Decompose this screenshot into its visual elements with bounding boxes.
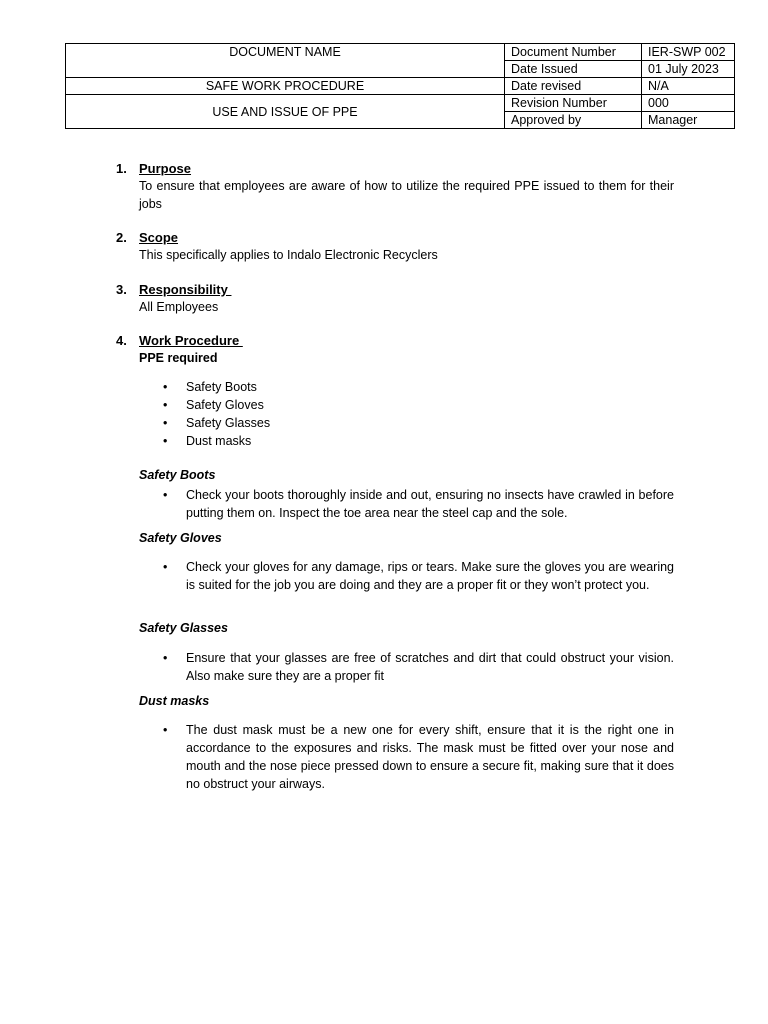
field-value-date-issued: 01 July 2023 [642, 61, 735, 78]
bullet-icon: • [163, 560, 168, 574]
ppe-list [139, 378, 674, 450]
field-value-document-number: IER-SWP 002 [642, 44, 735, 61]
list-item [139, 432, 674, 450]
list-item-text: Safety Gloves [186, 398, 264, 412]
dust-masks-list [139, 721, 674, 793]
purpose-text: To ensure that employees are aware of how to utilize the required PPE issued to them for their jobs [139, 179, 674, 211]
safety-boots-heading: Safety Boots [139, 468, 216, 482]
safety-glasses-list [139, 649, 674, 685]
document-header-table [65, 43, 735, 129]
list-item-text: Dust masks [186, 434, 252, 448]
safety-boots-list [139, 486, 674, 522]
header-row [66, 78, 735, 95]
list-item [139, 396, 674, 414]
safety-glasses-heading: Safety Glasses [139, 621, 228, 635]
section-title: Purpose [139, 161, 192, 176]
list-item-text: The dust mask must be a new one for every shift, ensure that it is the right one in accordance to the exposures and risks. The mask must be fitted over your nose and mouth and the nose piece pressed down to ensure a secure fit, making sure that it does no obstruct your airways. [186, 723, 674, 791]
header-row [66, 44, 735, 61]
field-value-date-revised: N/A [642, 78, 735, 95]
dust-masks-heading: Dust masks [139, 694, 210, 708]
list-item [139, 558, 674, 594]
list-item-text: Safety Boots [186, 380, 257, 394]
list-item [139, 414, 674, 432]
safety-gloves-heading: Safety Gloves [139, 531, 222, 545]
safety-gloves-list [139, 558, 674, 594]
section-number: 1. [116, 161, 127, 176]
procedure-title: USE AND ISSUE OF PPE [66, 95, 505, 129]
list-item-text: Safety Glasses [186, 416, 271, 430]
section-number: 4. [116, 333, 127, 348]
document-name-label: DOCUMENT NAME [66, 44, 505, 78]
bullet-icon: • [163, 488, 168, 502]
field-label-approved-by: Approved by [505, 112, 642, 129]
list-item [139, 486, 674, 522]
bullet-icon: • [163, 380, 168, 394]
bullet-icon: • [163, 434, 168, 448]
list-item [139, 378, 674, 396]
section-number: 3. [116, 282, 127, 297]
section-number: 2. [116, 230, 127, 245]
scope-text: This specifically applies to Indalo Electronic Recyclers [139, 248, 438, 262]
field-label-date-revised: Date revised [505, 78, 642, 95]
procedure-type: SAFE WORK PROCEDURE [66, 78, 505, 95]
list-item [139, 649, 674, 685]
list-item [139, 721, 674, 793]
bullet-icon: • [163, 723, 168, 737]
field-label-revision-number: Revision Number [505, 95, 642, 112]
section-title: Work Procedure [139, 333, 243, 348]
section-title: Scope [139, 230, 179, 245]
bullet-icon: • [163, 651, 168, 665]
bullet-icon: • [163, 398, 168, 412]
bullet-icon: • [163, 416, 168, 430]
field-value-approved-by: Manager [642, 112, 735, 129]
ppe-required-heading: PPE required [139, 351, 218, 365]
list-item-text: Check your gloves for any damage, rips or tears. Make sure the gloves you are wearing is suited for the job you are doing and they are a proper fit or they won’t protect you. [186, 560, 674, 592]
field-label-date-issued: Date Issued [505, 61, 642, 78]
responsibility-text: All Employees [139, 300, 219, 314]
field-label-document-number: Document Number [505, 44, 642, 61]
section-title: Responsibility [139, 282, 232, 297]
list-item-text: Ensure that your glasses are free of scratches and dirt that could obstruct your vision. Also make sure they are a proper fit [186, 651, 674, 683]
header-row [66, 95, 735, 112]
list-item-text: Check your boots thoroughly inside and out, ensuring no insects have crawled in before putting them on. Inspect the toe area near the steel cap and the sole. [186, 488, 674, 520]
field-value-revision-number: 000 [642, 95, 735, 112]
